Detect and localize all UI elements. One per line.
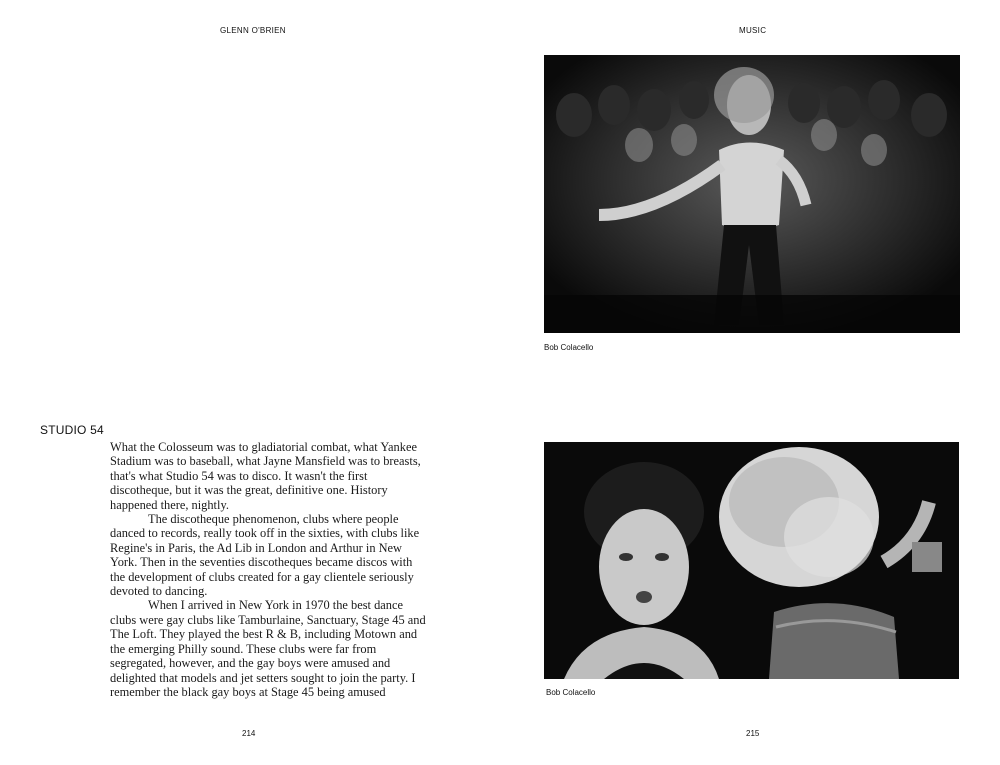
- two-partygoers-photo: [544, 442, 959, 679]
- photo-credit-top: Bob Colacello: [544, 343, 594, 352]
- running-head-right: MUSIC: [739, 26, 767, 35]
- body-text: [110, 440, 430, 699]
- photo-credit-bottom: Bob Colacello: [546, 688, 596, 697]
- paragraph-3: When I arrived in New York in 1970 the best dance clubs were gay clubs like Tamburlaine, Sanctuary, Stage 45 and The Loft. They played the best R & B, including Motown and the emerging Philly sound. These clubs were far from segregated, however, and the gay boys were amused and delighted that models and jet setters sought to join the party. I remember the black gay boys at Stage 45 being amused: [110, 598, 426, 699]
- paragraph-1: What the Colosseum was to gladiatorial combat, what Yankee Stadium was to baseball, what Jayne Mansfield was to breasts, that's what Studio 54 was to disco. It wasn't the first discotheque, but it was the great, definitive one. History happened there, nightly.: [110, 440, 421, 512]
- right-page: [500, 0, 1000, 765]
- page-number-right: 215: [746, 729, 760, 738]
- paragraph-2: The discotheque phenomenon, clubs where people danced to records, really took off in the sixties, with clubs like Regine's in Paris, the Ad Lib in London and Arthur in New York. Then in the seventies discotheques became discos with the development of clubs created for a gay clientele seriously devoted to dancing.: [110, 512, 420, 599]
- running-head-left: GLENN O'BRIEN: [220, 26, 286, 35]
- page-number-left: 214: [242, 729, 256, 738]
- section-heading: STUDIO 54: [40, 423, 104, 437]
- dancer-in-crowd-photo: [544, 55, 960, 333]
